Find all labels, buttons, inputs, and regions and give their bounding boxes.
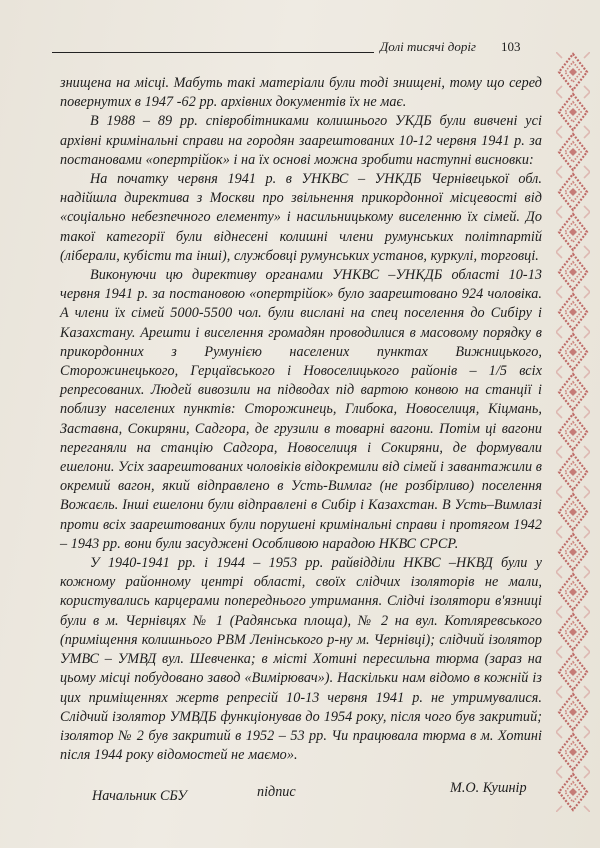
embroidery-ornament-icon [556,52,590,812]
paragraph: Виконуючи цю директиву органами УНКВС –УНКДБ області 10-13 червня 1941 р. за постановою «опертрійок» було заарештовано 924 чоловіка. А члени їх сімей 5000-5500 чол. були вислані на спец поселення до Сибіру і Казахстану. Арешти і виселення громадян проводилися в масовому порядку в прикордонних з Румунією населених пунктах Вижницького, Сторожинецького, Герцаївського і Новоселицького районів – 1/5 всіх репресованих. Людей вивозили на підводах під вартою конвою на станції і поблизу населених пунктів: Сторожинець, Глибока, Новоселиця, Кіцмань, Заставна, Сокиряни, Садгора, де грузили в товарні вагони. Потім ці вагони переганяли на станцію Садгора, Новоселиця і Сокиряни, де формували ешелони. Усіх заарештованих чоловіків відокремили від сімей і завантажили в окремий вагон, який відправлено в Усть-Вимлаг (не розбірливо) поселення Вожаєль. Інші ешелони були відправлені в Сибір і Казахстан. В Усть–Вимлазі проти всіх заарештованих були порушені кримінальні справи і протягом 1942 – 1943 рр. вони були засуджені Особливою нарадою НКВС СРСР. [60,267,542,552]
signature-block [92,780,552,810]
signatory-role: Начальник СБУ [92,788,187,804]
paragraph: знищена на місці. Мабуть такі матеріали були тоді знищені, тому що серед повернутих в 1947 -62 рр. архівних документів їх не має. [60,75,542,111]
paragraph: В 1988 – 89 рр. співробітниками колишнього УКДБ були вивчені усі архівні кримінальні справи на городян заарештованих 10-12 червня 1941 р. за постановами «опертрійок» і на їх основі можна зробити наступні висновки: [60,113,542,168]
running-title: Долі тисячі доріг [380,39,477,54]
page-number: 103 [501,39,521,54]
paragraph: У 1940-1941 рр. і 1944 – 1953 рр. райвідділи НКВС –НКВД були у кожному районному центрі області, своїх слідчих ізоляторів не мали, користувались карцерами попереднього утримання. Слідчі ізолятори в'язниці були в м. Чернівцях № 1 (Радянська площа), № 2 на вул. Котляревського (приміщення колишнього РВМ Ленінського р-ну м. Чернівці); слідчий ізолятор УМВС – УМВД вул. Шевченка; в місті Хотині пересильна тюрма (зараз на цьому місці побудовано завод «Вимірювач»). Наскільки нам відомо в кожній із цих приміщеннях жертв репресій 10-13 червня 1941 р. не утримувалися. Слідчий ізолятор УМВДБ функціонував до 1954 року, після чого був закритий; ізолятор № 2 був закритий в 1952 – 53 рр. Чи працювала тюрма в м. Хотині після 1944 року відомостей не маємо». [60,555,542,764]
article-text [60,74,542,765]
page-header [52,30,540,56]
paragraph: На початку червня 1941 р. в УНКВС – УНКДБ Чернівецької обл. надійшла директива з Москви про звільнення прикордонної місцевості від «соціально небезпечного елементу» і насильницькому виселенню їх сімей. До такої категорії були віднесені колишні члени румунських політпартій (ліберали, кубісти та інші), службовці румунських установ, куркулі, торговці. [60,171,542,264]
header-rule [52,52,374,53]
signature-mark: підпис [257,784,296,800]
signatory-name: М.О. Кушнір [450,780,527,796]
